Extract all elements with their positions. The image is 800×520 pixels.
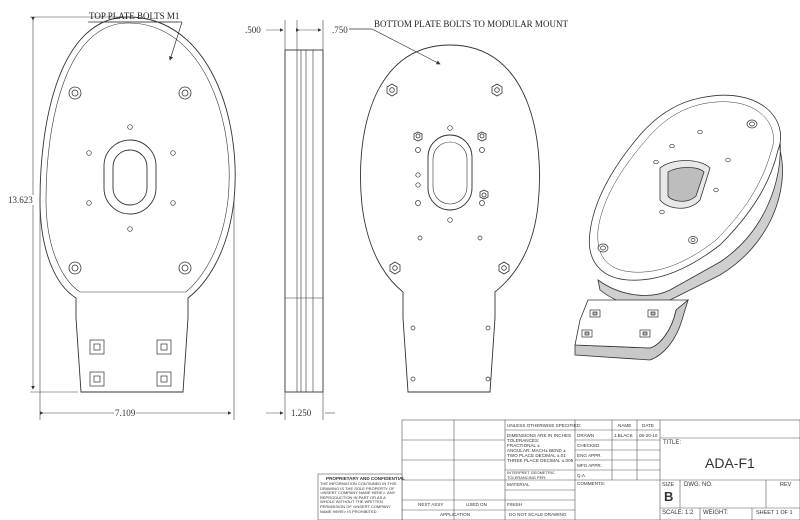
back-view [360, 45, 539, 392]
dim-thickness-bottom: .750 [332, 25, 348, 35]
scale-label: SCALE: 1:2 [662, 510, 694, 516]
tolerance-line: ANGULAR: MACH± BEND ± [507, 448, 566, 453]
row-comments: COMMENTS: [577, 481, 606, 486]
front-dimensions [30, 17, 234, 420]
back-view-outline [360, 45, 539, 392]
back-slot-outer [428, 135, 472, 210]
front-view-inner-outline [46, 23, 229, 292]
col-date: DATE [642, 423, 654, 428]
proprietary-title: PROPRIETARY AND CONFIDENTIAL [326, 476, 406, 481]
dwg-no-label: DWG. NO. [684, 482, 713, 488]
finish-label: FINISH [507, 502, 523, 507]
drawn-date: 06-20-10 [639, 433, 658, 438]
dim-width: 7.109 [115, 408, 136, 418]
material-label: MATERIAL [507, 482, 530, 487]
back-hex-bolts [387, 84, 509, 274]
title-label: TITLE: [663, 440, 682, 446]
interpret-label: INTERPRET GEOMETRIC TOLERANCING PER: [507, 470, 555, 480]
tolerance-lines [507, 433, 573, 463]
row-drawn: DRAWN [577, 433, 595, 438]
front-small-holes [87, 125, 176, 232]
sheet-label: SHEET 1 OF 1 [756, 510, 793, 516]
drawing-title: ADA-F1 [705, 455, 755, 471]
weight-label: WEIGHT: [703, 510, 728, 516]
proprietary-text: THE INFORMATION CONTAINED IN THIS DRAWING IS THE SOLE PROPERTY OF <INSERT COMPANY NAME HERE>. ANY REPRODUCTION IN PART OR AS A WHOLE WITHOUT THE WRITTEN PERMISSION OF <INSERT COMPANY NAME HERE> IS PROHIBITED. [320, 481, 397, 514]
drawn-name: J.BLACK [614, 433, 633, 438]
size-value: B [664, 489, 674, 504]
col-name: NAME [618, 423, 632, 428]
row-checked: CHECKED [577, 443, 600, 448]
back-small-holes [411, 126, 490, 381]
dim-side-width: 1.250 [291, 408, 312, 418]
tolerance-line: FRACTIONAL ± [507, 443, 540, 448]
back-slot-inner [433, 142, 467, 204]
row-eng-appr: ENG APPR. [577, 453, 602, 458]
tolerance-header: UNLESS OTHERWISE SPECIFIED: [507, 423, 582, 428]
side-dimensions [266, 20, 335, 420]
bottom-plate-note: BOTTOM PLATE BOLTS TO MODULAR MOUNT [374, 19, 568, 29]
top-plate-note: TOP PLATE BOLTS M1 [89, 11, 180, 21]
tolerance-line: DIMENSIONS ARE IN INCHES [507, 433, 572, 438]
do-not-scale: DO NOT SCALE DRAWING [509, 512, 567, 517]
isometric-view [575, 95, 783, 360]
front-bolt-holes [69, 87, 191, 274]
bottom-plate-leader [342, 29, 440, 64]
front-view-outline [40, 17, 235, 392]
front-view [40, 17, 235, 392]
tolerance-line: THREE PLACE DECIMAL ±.005 [507, 458, 574, 463]
tolerance-line: TOLERANCES: [507, 438, 540, 443]
tolerance-line: TWO PLACE DECIMAL ±.01 [507, 453, 566, 458]
top-plate-leader [88, 22, 182, 60]
front-slot-outer [104, 140, 156, 214]
side-view [285, 50, 323, 392]
front-slot-inner [113, 150, 147, 205]
row-mfg-appr: MFG APPR. [577, 463, 603, 468]
side-view-outline [285, 50, 323, 392]
row-qa: Q.A. [577, 473, 587, 478]
used-on-label: USED ON [466, 502, 487, 507]
application-label: APPLICATION [440, 512, 471, 517]
dim-thickness-top: .500 [245, 25, 261, 35]
size-label: SIZE [662, 482, 675, 488]
dim-height: 13.623 [8, 195, 33, 205]
next-assy-label: NEXT ASSY [418, 502, 444, 507]
rev-label: REV [780, 482, 792, 488]
front-tab-holes [90, 340, 171, 386]
